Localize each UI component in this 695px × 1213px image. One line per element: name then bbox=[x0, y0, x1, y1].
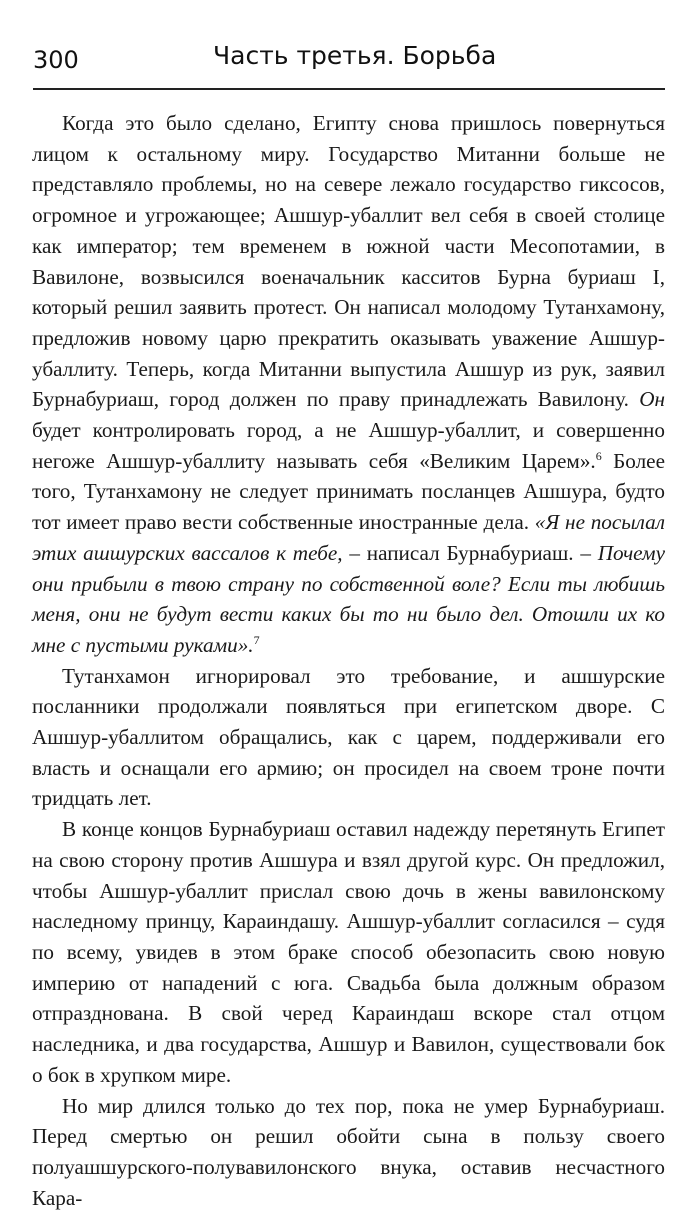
italic-quote: Почему они прибыли в твою страну по собственной воле? Если ты любишь меня, они не будут вести каких бы то ни было дел. Отошли их ко мне с пустыми руками». bbox=[32, 541, 665, 657]
italic-text: Он bbox=[639, 387, 665, 411]
paragraph: В конце концов Бурнабуриаш оставил надежду перетянуть Египет на свою сторону против Ашшура и взял другой курс. Он предложил, чтобы Ашшур-убаллит прислал свою дочь в жены вавилонскому наследному принцу, Караиндашу. Ашшур-убаллит согласился – судя по всему, увидев в этом браке способ обезопасить свою новую империю от нападений с юга. Свадьба была должным образом отпразднована. В свой черед Караиндаш вскоре стал отцом наследника, и два государства, Ашшур и Вавилон, существовали бок о бок в хрупком мире. bbox=[32, 814, 665, 1090]
header-rule bbox=[33, 88, 665, 90]
paragraph: Но мир длился только до тех пор, пока не умер Бурнабуриаш. Перед смертью он решил обойти сына в пользу своего полуашшурского-полувавилонского внука, оставив несчастного Кара- bbox=[32, 1091, 665, 1213]
running-head: Часть третья. Борьба bbox=[213, 41, 496, 70]
paragraph bbox=[32, 108, 665, 661]
paragraph: Тутанхамон игнорировал это требование, и ашшурские посланники продолжали появляться при египетском дворе. С Ашшур-убаллитом обращались, как с царем, поддерживали его власть и оснащали его армию; он просидел на своем троне почти тридцать лет. bbox=[32, 661, 665, 815]
italic-quote: «Я не посылал этих ашшурских вассалов к тебе, bbox=[32, 510, 665, 565]
page-header bbox=[33, 40, 665, 80]
footnote-marker: 7 bbox=[254, 633, 260, 647]
text-run: – написал Бурнабуриаш. – bbox=[343, 541, 598, 565]
page-number: 300 bbox=[33, 46, 79, 74]
body-text bbox=[32, 108, 665, 1213]
footnote-marker: 6 bbox=[596, 449, 602, 463]
text-run: Более того, Тутанхамону не следует принимать посланцев Ашшура, будто тот имеет право вести собственные иностранные дела. bbox=[32, 449, 665, 534]
text-run: Когда это было сделано, Египту снова пришлось повернуться лицом к остальному миру. Государство Митанни больше не представляло проблемы, но на севере лежало государство гиксосов, огромное и угрожающее; Ашшур-убаллит вел себя в своей столице как император; тем временем в южной части Месопотамии, в Вавилоне, возвысился военачальник касситов Бурна буриаш I, который решил заявить протест. Он написал молодому Тутанхамону, предложив новому царю прекратить оказывать уважение Ашшур-убаллиту. Теперь, когда Митанни выпустила Ашшур из рук, заявил Бурнабуриаш, город должен по праву принадлежать Вавилону. bbox=[32, 111, 665, 411]
text-run: будет контролировать город, а не Ашшур-убаллит, и совершенно негоже Ашшур-убаллиту называть себя «Великим Царем». bbox=[32, 418, 665, 473]
